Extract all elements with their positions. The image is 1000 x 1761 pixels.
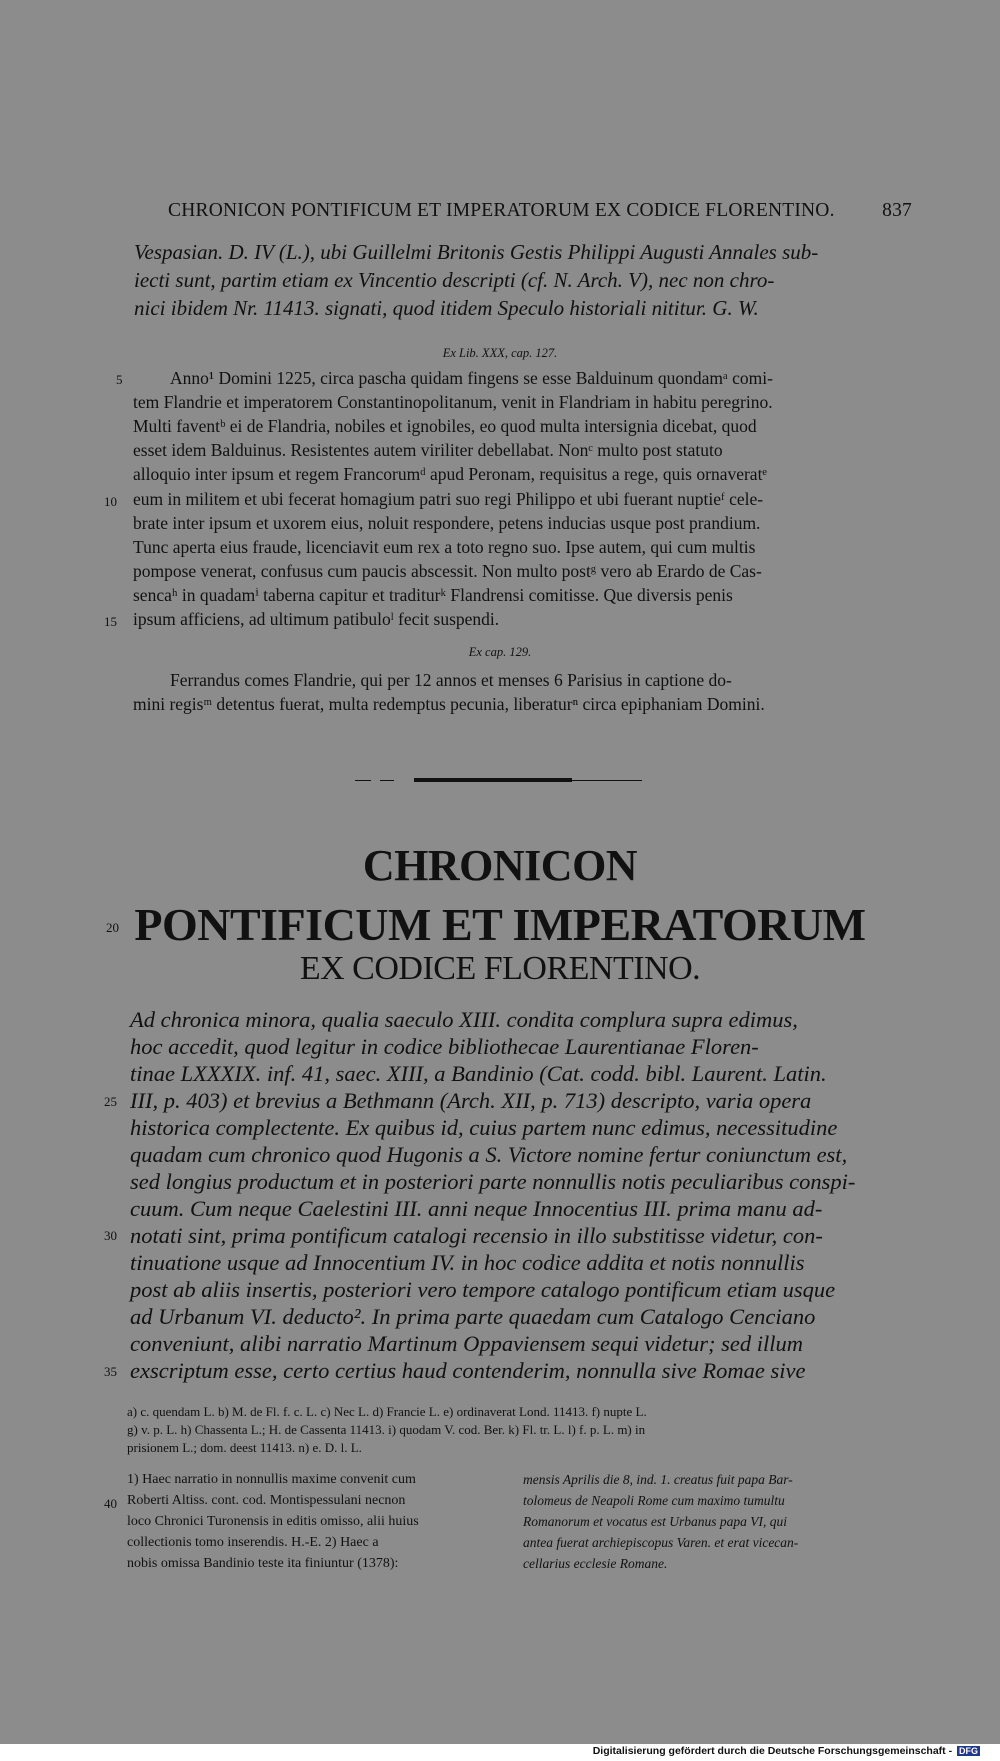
footnote-line: Roberti Altiss. cont. cod. Montispessulani necnon: [127, 1493, 406, 1508]
footnote-line: Romanorum et vocatus est Urbanus papa VI, qui: [523, 1514, 787, 1529]
main-line: post ab aliis insertis, posteriori vero tempore catalogo pontificum etiam usque: [130, 1277, 836, 1302]
main-line: III, p. 403) et brevius a Bethmann (Arch. XII, p. 713) descripto, varia opera: [130, 1088, 812, 1113]
text-line: sencaʰ in quadamⁱ taberna capitur et traditurᵏ Flandrensi comitisse. Que diversis penis: [133, 585, 733, 605]
footnote-line: tolomeus de Neapoli Rome cum maximo tumultu: [523, 1493, 785, 1508]
main-line: conveniunt, alibi narratio Martinum Oppaviensem sequi videtur; sed illum: [130, 1331, 804, 1356]
main-line: historica complectente. Ex quibus id, cuius partem nunc edimus, necessitudine: [130, 1115, 838, 1140]
title-line-1: CHRONICON: [362, 841, 638, 890]
text-line: Multi faventᵇ ei de Flandria, nobiles et ignobiles, eo quod multa intersignia dicebat, quod: [133, 416, 757, 436]
line-number: 15: [104, 614, 117, 629]
section-label: Ex Lib. XXX, cap. 127.: [442, 346, 558, 360]
variant-note-line: prisionem L.; dom. deest 11413. n) e. D. l. L.: [127, 1440, 362, 1455]
footnote-line: nobis omissa Bandinio teste ita finiuntur (1378):: [127, 1556, 399, 1571]
title-line-2: PONTIFICUM ET IMPERATORUM: [134, 899, 866, 950]
main-line: quadam cum chronico quod Hugonis a S. Victore nomine fertur coniunctum est,: [130, 1142, 848, 1167]
text-line: tem Flandrie et imperatorem Constantinopolitanum, venit in Flandriam in habitu peregrino.: [133, 392, 773, 412]
running-title: CHRONICON PONTIFICUM ET IMPERATORUM EX CODICE FLORENTINO.: [168, 200, 835, 221]
main-line: tinuatione usque ad Innocentium IV. in hoc codice addita et notis nonnullis: [130, 1250, 805, 1275]
intro-line: iecti sunt, partim etiam ex Vincentio descripti (cf. N. Arch. V), nec non chro-: [134, 268, 775, 292]
line-number: 35: [104, 1364, 117, 1379]
page-number: 837: [882, 200, 912, 221]
footnote-line: loco Chronici Turonensis in editis omisso, alii huius: [127, 1514, 419, 1529]
line-number: 20: [106, 920, 119, 935]
line-number: 5: [116, 372, 123, 387]
rule-dash: [572, 780, 642, 781]
rule-dash: [355, 780, 371, 781]
title-rule: [414, 778, 572, 782]
footnote-line: collectionis tomo inserendis. H.-E. 2) Haec a: [127, 1535, 379, 1550]
footnote-line: antea fuerat archiepiscopus Varen. et erat vicecan-: [523, 1535, 799, 1550]
text-line: eum in militem et ubi fecerat homagium patri suo regi Philippo et ubi fuerant nuptieᶠ cele-: [133, 489, 764, 509]
footnote-line: 1) Haec narratio in nonnullis maxime convenit cum: [127, 1472, 416, 1487]
title-line-3: EX CODICE FLORENTINO.: [299, 950, 701, 987]
footnote-line: cellarius ecclesie Romane.: [523, 1556, 668, 1571]
footnote-line: mensis Aprilis die 8, ind. 1. creatus fuit papa Bar-: [523, 1472, 793, 1487]
intro-line: Vespasian. D. IV (L.), ubi Guillelmi Britonis Gestis Philippi Augusti Annales sub-: [134, 240, 819, 264]
rule-dash: [380, 780, 394, 781]
line-number: 10: [104, 494, 117, 509]
footer-credit: Digitalisierung gefördert durch die Deutsche Forschungsgemeinschaft -: [592, 1745, 953, 1757]
text-line: Ferrandus comes Flandrie, qui per 12 annos et menses 6 Parisius in captione do-: [170, 670, 732, 690]
intro-line: nici ibidem Nr. 11413. signati, quod itidem Speculo historiali nititur. G. W.: [134, 296, 759, 320]
text-line: brate inter ipsum et uxorem eius, noluit respondere, petens inducias usque post prandium.: [133, 513, 761, 533]
line-number: 40: [104, 1496, 117, 1511]
main-line: Ad chronica minora, qualia saeculo XIII. condita complura supra edimus,: [130, 1007, 798, 1032]
main-line: tinae LXXXIX. inf. 41, saec. XIII, a Bandinio (Cat. codd. bibl. Laurent. Latin.: [130, 1061, 827, 1086]
text-line: mini regisᵐ detentus fuerat, multa redemptus pecunia, liberaturⁿ circa epiphaniam Domini.: [133, 694, 765, 714]
footer: [593, 1745, 980, 1757]
main-line: notati sint, prima pontificum catalogi recensio in illo substitisse videtur, con-: [130, 1223, 823, 1248]
variant-note-line: g) v. p. L. h) Chassenta L.; H. de Cassenta 11413. i) quodam V. cod. Ber. k) Fl. tr. L. l) f. p. L. m) in: [127, 1422, 646, 1437]
main-line: ad Urbanum VI. deducto². In prima parte quaedam cum Catalogo Cenciano: [130, 1304, 816, 1329]
text-line: Tunc aperta eius fraude, licenciavit eum rex a toto regno suo. Ipse autem, qui cum multis: [133, 537, 756, 557]
line-number: 30: [104, 1228, 117, 1243]
line-number: 25: [104, 1094, 117, 1109]
text-line: ipsum afficiens, ad ultimum patibuloˡ fecit suspendi.: [133, 609, 500, 629]
text-line: pompose venerat, confusus cum paucis abscessit. Non multo postᵍ vero ab Erardo de Cas-: [133, 561, 762, 581]
text-line: esset idem Balduinus. Resistentes autem viriliter debellabat. Nonᶜ multo post statuto: [133, 440, 723, 460]
text-line: Anno¹ Domini 1225, circa pascha quidam fingens se esse Balduinum quondamᵃ comi-: [170, 368, 773, 388]
main-line: cuum. Cum neque Caelestini III. anni neque Innocentius III. prima manu ad-: [130, 1196, 823, 1221]
main-line: hoc accedit, quod legitur in codice bibliothecae Laurentianae Floren-: [130, 1034, 759, 1059]
main-line: sed longius productum et in posteriori parte nonnullis notis peculiaribus conspi-: [130, 1169, 856, 1194]
variant-note-line: a) c. quendam L. b) M. de Fl. f. c. L. c) Nec L. d) Francie L. e) ordinaverat Lond. 11413. f) nupte L.: [127, 1404, 647, 1419]
main-line: exscriptum esse, certo certius haud contenderim, nonnulla sive Romae sive: [130, 1358, 806, 1383]
dfg-logo[interactable]: DFG: [959, 1746, 978, 1756]
text-line: alloquio inter ipsum et regem Francorumᵈ apud Peronam, requisitus a rege, quis ornaveratᵉ: [133, 464, 767, 484]
section-label: Ex cap. 129.: [468, 645, 532, 659]
